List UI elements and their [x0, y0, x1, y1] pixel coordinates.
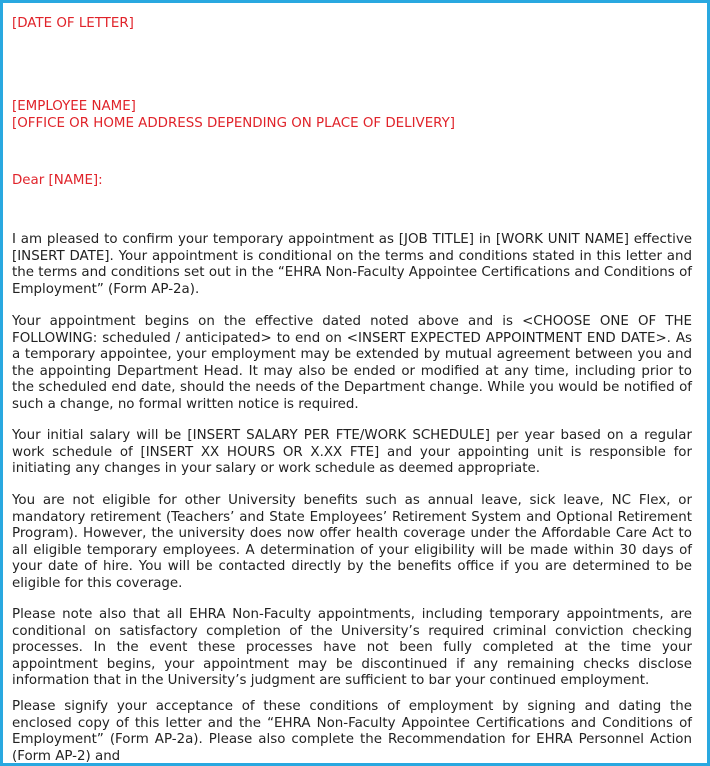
- paragraph-salary: Your initial salary will be [INSERT SALARY PER FTE/WORK SCHEDULE] per year based on a regular work schedule of [INSERT XX HOURS OR X.XX FTE] and your appointing unit is responsible for initiating any changes in your salary or work schedule as deemed appropriate.: [12, 428, 692, 477]
- paragraph-benefits: You are not eligible for other University benefits such as annual leave, sick leave, NC Flex, or mandatory retirement (Teachers’ and State Employees’ Retirement System and Optional Retirement Program). However, the university does now offer health coverage under the Affordable Care Act to all eligible temporary employees. A determination of your eligibility will be made within 30 days of your date of hire. You will be contacted directly by the benefits office if you are determined to be eligible for this coverage.: [12, 493, 692, 591]
- paragraph-appointment: I am pleased to confirm your temporary appointment as [JOB TITLE] in [WORK UNIT NAME] effective [INSERT DATE]. Your appointment is conditional on the terms and conditions stated in this letter and the terms and conditions set out in the “EHRA Non-Faculty Appointee Certifications and Conditions of Employment” (Form AP-2a).: [12, 232, 692, 297]
- paragraph-background-check: Please note also that all EHRA Non-Faculty appointments, including temporary appointments, are conditional on satisfactory completion of the University’s required criminal conviction checking processes. In the event these processes have not been fully completed at the time your appointment begins, your appointment may be discontinued if any remaining checks disclose information that in the University’s judgment are sufficient to bar your continued employment.: [12, 607, 692, 689]
- salutation: Dear [NAME]:: [12, 173, 103, 188]
- employee-name-placeholder: [EMPLOYEE NAME]: [12, 99, 136, 114]
- paragraph-acceptance: Please signify your acceptance of these conditions of employment by signing and dating the enclosed copy of this letter and the “EHRA Non-Faculty Appointee Certifications and Conditions of Employment” (Form AP-2a). Please also complete the Recommendation for EHRA Personnel Action (Form AP-2) and: [12, 699, 692, 764]
- address-placeholder: [OFFICE OR HOME ADDRESS DEPENDING ON PLACE OF DELIVERY]: [12, 116, 456, 131]
- paragraph-duration: Your appointment begins on the effective dated noted above and is <CHOOSE ONE OF THE FOLLOWING: scheduled / anticipated> to end on <INSERT EXPECTED APPOINTMENT END DATE>. As a temporary appointee, your employment may be extended by mutual agreement between you and the appointing Department Head. It may also be ended or modified at any time, including prior to the scheduled end date, should the needs of the Department change. While you would be notified of such a change, no formal written notice is required.: [12, 314, 692, 412]
- date-placeholder: [DATE OF LETTER]: [12, 16, 134, 31]
